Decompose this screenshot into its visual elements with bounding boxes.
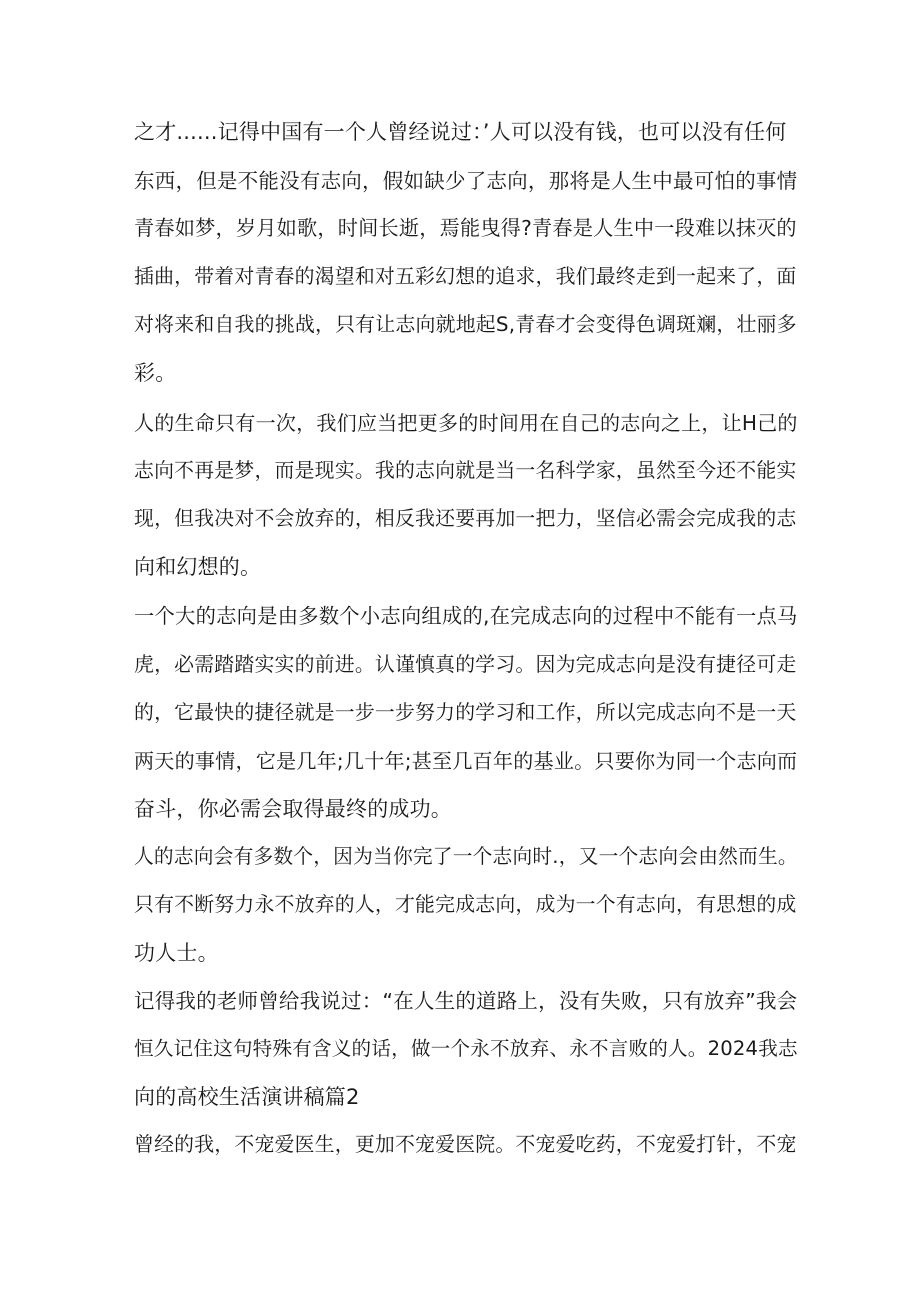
text-line: 记得我的老师曾给我说过：“在人生的道路上，没有失败，只有放弃”我会 <box>134 989 798 1013</box>
text-line: 恒久记住这句特殊有含义的话，做一个永不放弃、永不言败的人。2024我志 <box>134 1037 798 1060</box>
text-line: 对将来和自我的挑战，只有让志向就地起S,青春才会变得色调斑斓，壮丽多 <box>134 313 797 336</box>
text-line: 虎，必需踏踏实实的前进。认谨慎真的学习。因为完成志向是没有捷径可走 <box>134 653 797 676</box>
text-line: 青春如梦，岁月如歌，时间长逝，焉能曳得?青春是人生中一段难以抹灭的 <box>134 216 797 240</box>
text-line: 彩。 <box>134 361 177 385</box>
text-line: 一个大的志向是由多数个小志向组成的,在完成志向的过程中不能有一点马 <box>134 604 798 628</box>
text-line: 功人士。 <box>134 941 219 965</box>
text-line: 人的志向会有多数个，因为当你完了一个志向时.，又一个志向会由然而生。 <box>134 845 798 868</box>
text-line: 插曲，带着对青春的渴望和对五彩幻想的追求，我们最终走到一起来了，面 <box>134 265 797 288</box>
text-line: 东西，但是不能没有志向，假如缺少了志向，那将是人生中最可怕的事情 <box>134 169 798 193</box>
text-line: 之才......记得中国有一个人曾经说过：’人可以没有钱，也可以没有任何 <box>134 120 787 144</box>
text-line: 曾经的我，不宠爱医生，更加不宠爱医院。不宠爱吃药，不宠爱打针，不宠 <box>134 1133 797 1156</box>
text-line: 向和幻想的。 <box>134 555 262 579</box>
text-line: 只有不断努力永不放弃的人，才能完成志向，成为一个有志向，有思想的成 <box>134 893 797 916</box>
text-line: 向的高校生活演讲稿篇2 <box>134 1085 360 1109</box>
text-line: 志向不再是梦，而是现实。我的志向就是当一名科学家，虽然至今还不能实 <box>134 459 797 482</box>
text-line: 两天的事情，它是几年;几十年;甚至几百年的基业。只要你为同一个志向而 <box>134 749 798 773</box>
text-line: 的，它最快的捷径就是一步一步努力的学习和工作，所以完成志向不是一天 <box>134 701 797 724</box>
text-line: 人的生命只有一次，我们应当把更多的时间用在自己的志向之上，让H己的 <box>134 411 798 435</box>
text-line: 现，但我决对不会放弃的，相反我还要再加一把力，坚信必需会完成我的志 <box>134 507 797 530</box>
text-line: 奋斗，你必需会取得最终的成功。 <box>134 797 452 821</box>
